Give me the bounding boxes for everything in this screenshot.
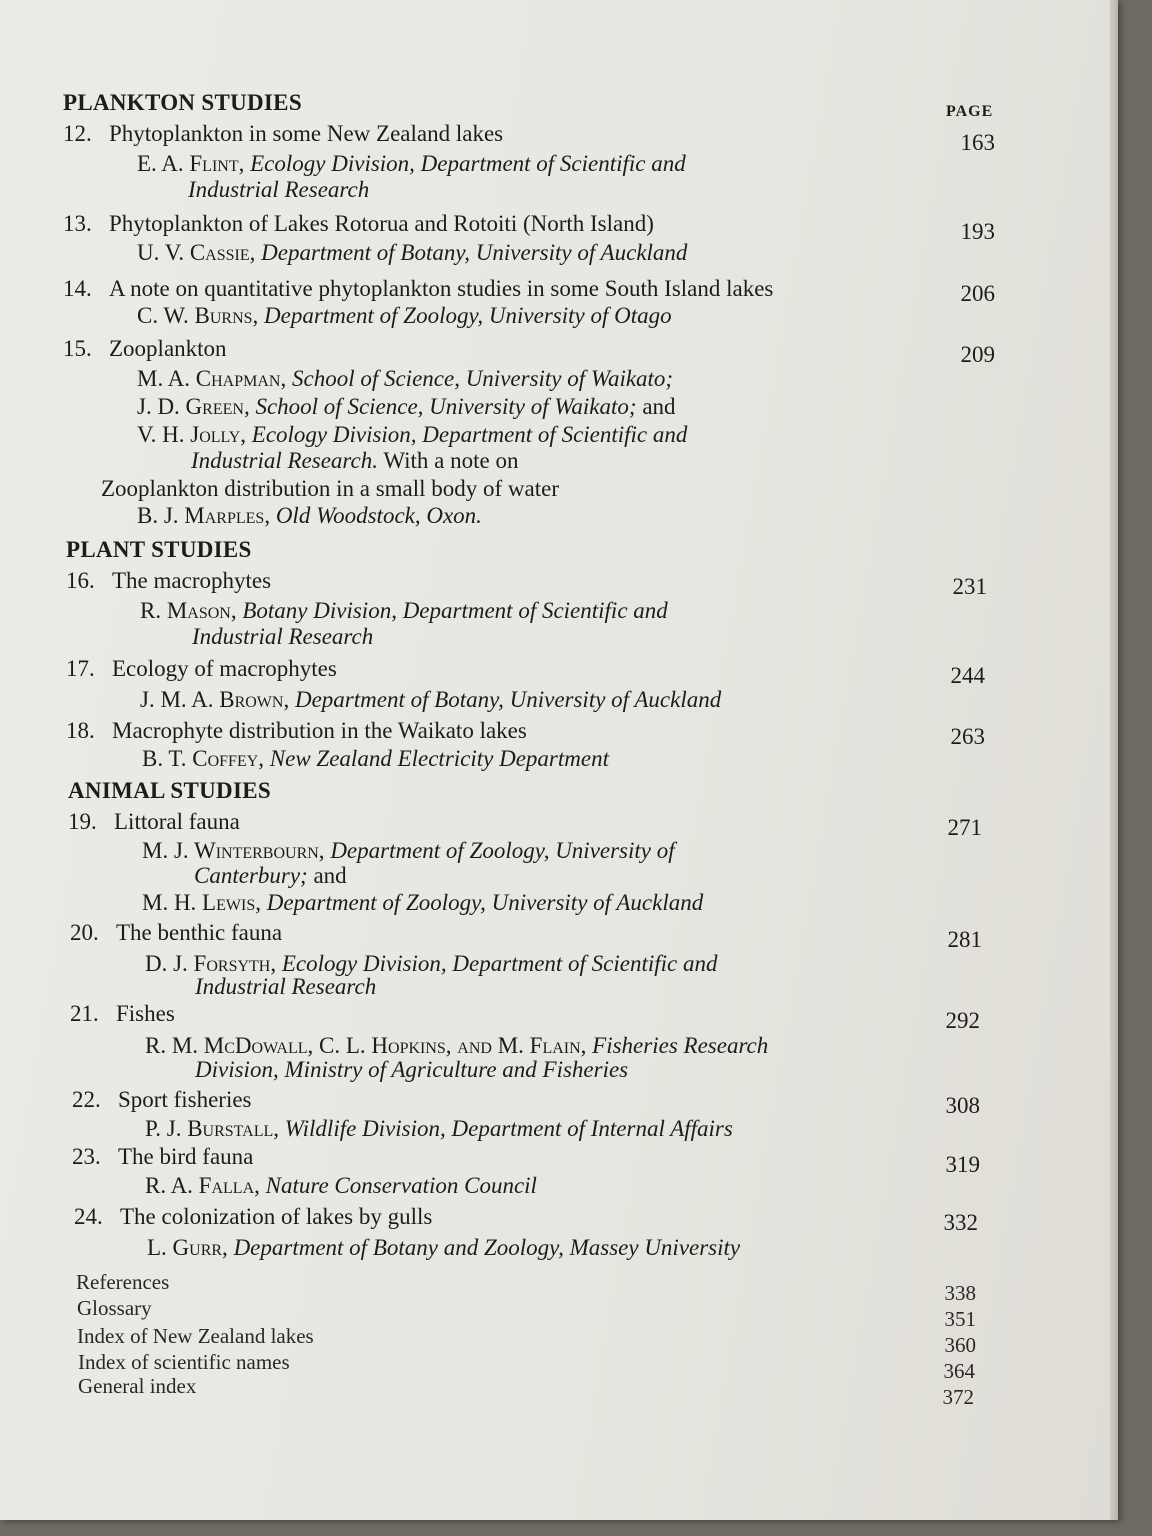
- author-line: C. W. Burns, Department of Zoology, University of Otago: [137, 303, 672, 328]
- page-number: 163: [960, 130, 995, 155]
- author-line: R. M. McDowall, C. L. Hopkins, and M. Flain, Fisheries Research: [145, 1033, 769, 1058]
- entry-title: Sport fisheries: [118, 1087, 252, 1112]
- entry-title: Ecology of macrophytes: [112, 656, 337, 681]
- entry-number: 21.: [70, 1001, 99, 1026]
- entry-title: Zooplankton: [109, 336, 227, 361]
- entry-title: The macrophytes: [112, 568, 272, 593]
- entry-number: 23.: [72, 1144, 101, 1169]
- backmatter-index-scientific[interactable]: Index of scientific names: [78, 1350, 290, 1374]
- author-line: J. D. Green, School of Science, University of Waikato; and: [137, 394, 676, 419]
- page-number: 281: [947, 927, 982, 952]
- page-number: 263: [950, 724, 985, 749]
- author-line: D. J. Forsyth, Ecology Division, Department of Scientific and: [145, 951, 718, 976]
- page-number: 206: [960, 281, 995, 306]
- page-number: 244: [950, 663, 985, 688]
- author-line: J. M. A. Brown, Department of Botany, University of Auckland: [140, 687, 722, 712]
- page-number: 271: [947, 815, 982, 840]
- entry-number: 24.: [74, 1204, 103, 1229]
- entry-title: Phytoplankton in some New Zealand lakes: [109, 121, 504, 146]
- backmatter-page: 372: [942, 1385, 974, 1409]
- entry-title: Fishes: [116, 1001, 175, 1026]
- page-number: 193: [960, 219, 995, 244]
- entry-number: 18.: [66, 718, 95, 743]
- section-heading-plant: PLANT STUDIES: [66, 537, 252, 562]
- backmatter-page: 360: [944, 1333, 976, 1357]
- entry-number: 14.: [63, 276, 92, 301]
- entry-number: 16.: [66, 568, 95, 593]
- author-line: M. A. Chapman, School of Science, University of Waikato;: [137, 366, 674, 391]
- author-line: B. T. Coffey, New Zealand Electricity Department: [142, 746, 609, 771]
- toc-entry-title[interactable]: [63, 276, 773, 302]
- section-heading-plankton: PLANKTON STUDIES: [63, 90, 302, 115]
- toc-entry-title[interactable]: [74, 1204, 432, 1230]
- entry-title: Phytoplankton of Lakes Rotorua and Rotoiti (North Island): [109, 211, 654, 236]
- entry-number: 17.: [66, 656, 95, 681]
- author-line: Canterbury; and: [194, 863, 347, 888]
- entry-number: 19.: [68, 809, 97, 834]
- toc-entry-title[interactable]: [66, 656, 337, 682]
- entry-number: 13.: [63, 211, 92, 236]
- entry-title: A note on quantitative phytoplankton studies in some South Island lakes: [109, 276, 774, 301]
- author-line: R. Mason, Botany Division, Department of Scientific and: [140, 598, 668, 623]
- author-line: P. J. Burstall, Wildlife Division, Department of Internal Affairs: [145, 1116, 733, 1141]
- author-line: Industrial Research. With a note on: [191, 448, 519, 473]
- toc-entry-title[interactable]: [63, 336, 227, 362]
- entry-title: The colonization of lakes by gulls: [120, 1204, 433, 1229]
- toc-entry-title[interactable]: [63, 121, 503, 147]
- backmatter-page: 364: [943, 1359, 975, 1383]
- entry-title: Littoral fauna: [114, 809, 240, 834]
- page-number: 308: [945, 1093, 980, 1118]
- author-line: Industrial Research: [188, 177, 370, 202]
- author-line: B. J. Marples, Old Woodstock, Oxon.: [137, 503, 482, 528]
- entry-subtitle: Zooplankton distribution in a small body of water: [101, 476, 560, 501]
- backmatter-page: 338: [944, 1281, 976, 1305]
- toc-entry-title[interactable]: [72, 1087, 252, 1113]
- page-column-header: PAGE: [946, 103, 994, 120]
- page-number: 332: [943, 1210, 978, 1235]
- author-line: Industrial Research: [192, 624, 374, 649]
- toc-entry-title[interactable]: [72, 1144, 253, 1170]
- toc-entry-title[interactable]: [70, 920, 282, 946]
- toc-entry-title[interactable]: [68, 809, 240, 835]
- entry-number: 22.: [72, 1087, 101, 1112]
- page-number: 319: [945, 1152, 980, 1177]
- section-heading-animal: ANIMAL STUDIES: [68, 778, 271, 803]
- toc-entry-title[interactable]: [66, 568, 271, 594]
- author-line: Industrial Research: [195, 974, 377, 999]
- backmatter-page: 351: [944, 1307, 976, 1331]
- entry-number: 15.: [63, 336, 92, 361]
- author-line: V. H. Jolly, Ecology Division, Department of Scientific and: [137, 422, 688, 447]
- backmatter-general-index[interactable]: General index: [78, 1374, 197, 1398]
- toc-entry-title[interactable]: [63, 211, 654, 237]
- entry-title: The bird fauna: [118, 1144, 254, 1169]
- page-edge: [1110, 0, 1118, 1520]
- backmatter-index-lakes[interactable]: Index of New Zealand lakes: [77, 1324, 314, 1348]
- author-line: E. A. Flint, Ecology Division, Department of Scientific and: [137, 151, 686, 176]
- page-number: 209: [960, 342, 995, 367]
- toc-entry-title[interactable]: [66, 718, 527, 744]
- author-line: M. J. Winterbourn, Department of Zoology, University of: [142, 838, 675, 863]
- backmatter-references[interactable]: References: [76, 1270, 170, 1294]
- backmatter-glossary[interactable]: Glossary: [77, 1296, 152, 1320]
- toc-entry-title[interactable]: [70, 1001, 175, 1027]
- entry-number: 12.: [63, 121, 92, 146]
- author-line: M. H. Lewis, Department of Zoology, University of Auckland: [142, 890, 704, 915]
- entry-title: Macrophyte distribution in the Waikato lakes: [112, 718, 527, 743]
- entry-number: 20.: [70, 920, 99, 945]
- author-line: U. V. Cassie, Department of Botany, University of Auckland: [137, 240, 688, 265]
- author-line: L. Gurr, Department of Botany and Zoology, Massey University: [147, 1235, 741, 1260]
- entry-title: The benthic fauna: [116, 920, 283, 945]
- author-line: Division, Ministry of Agriculture and Fisheries: [195, 1057, 629, 1082]
- page-number: 292: [945, 1008, 980, 1033]
- author-line: R. A. Falla, Nature Conservation Council: [145, 1173, 537, 1198]
- page-number: 231: [952, 574, 987, 599]
